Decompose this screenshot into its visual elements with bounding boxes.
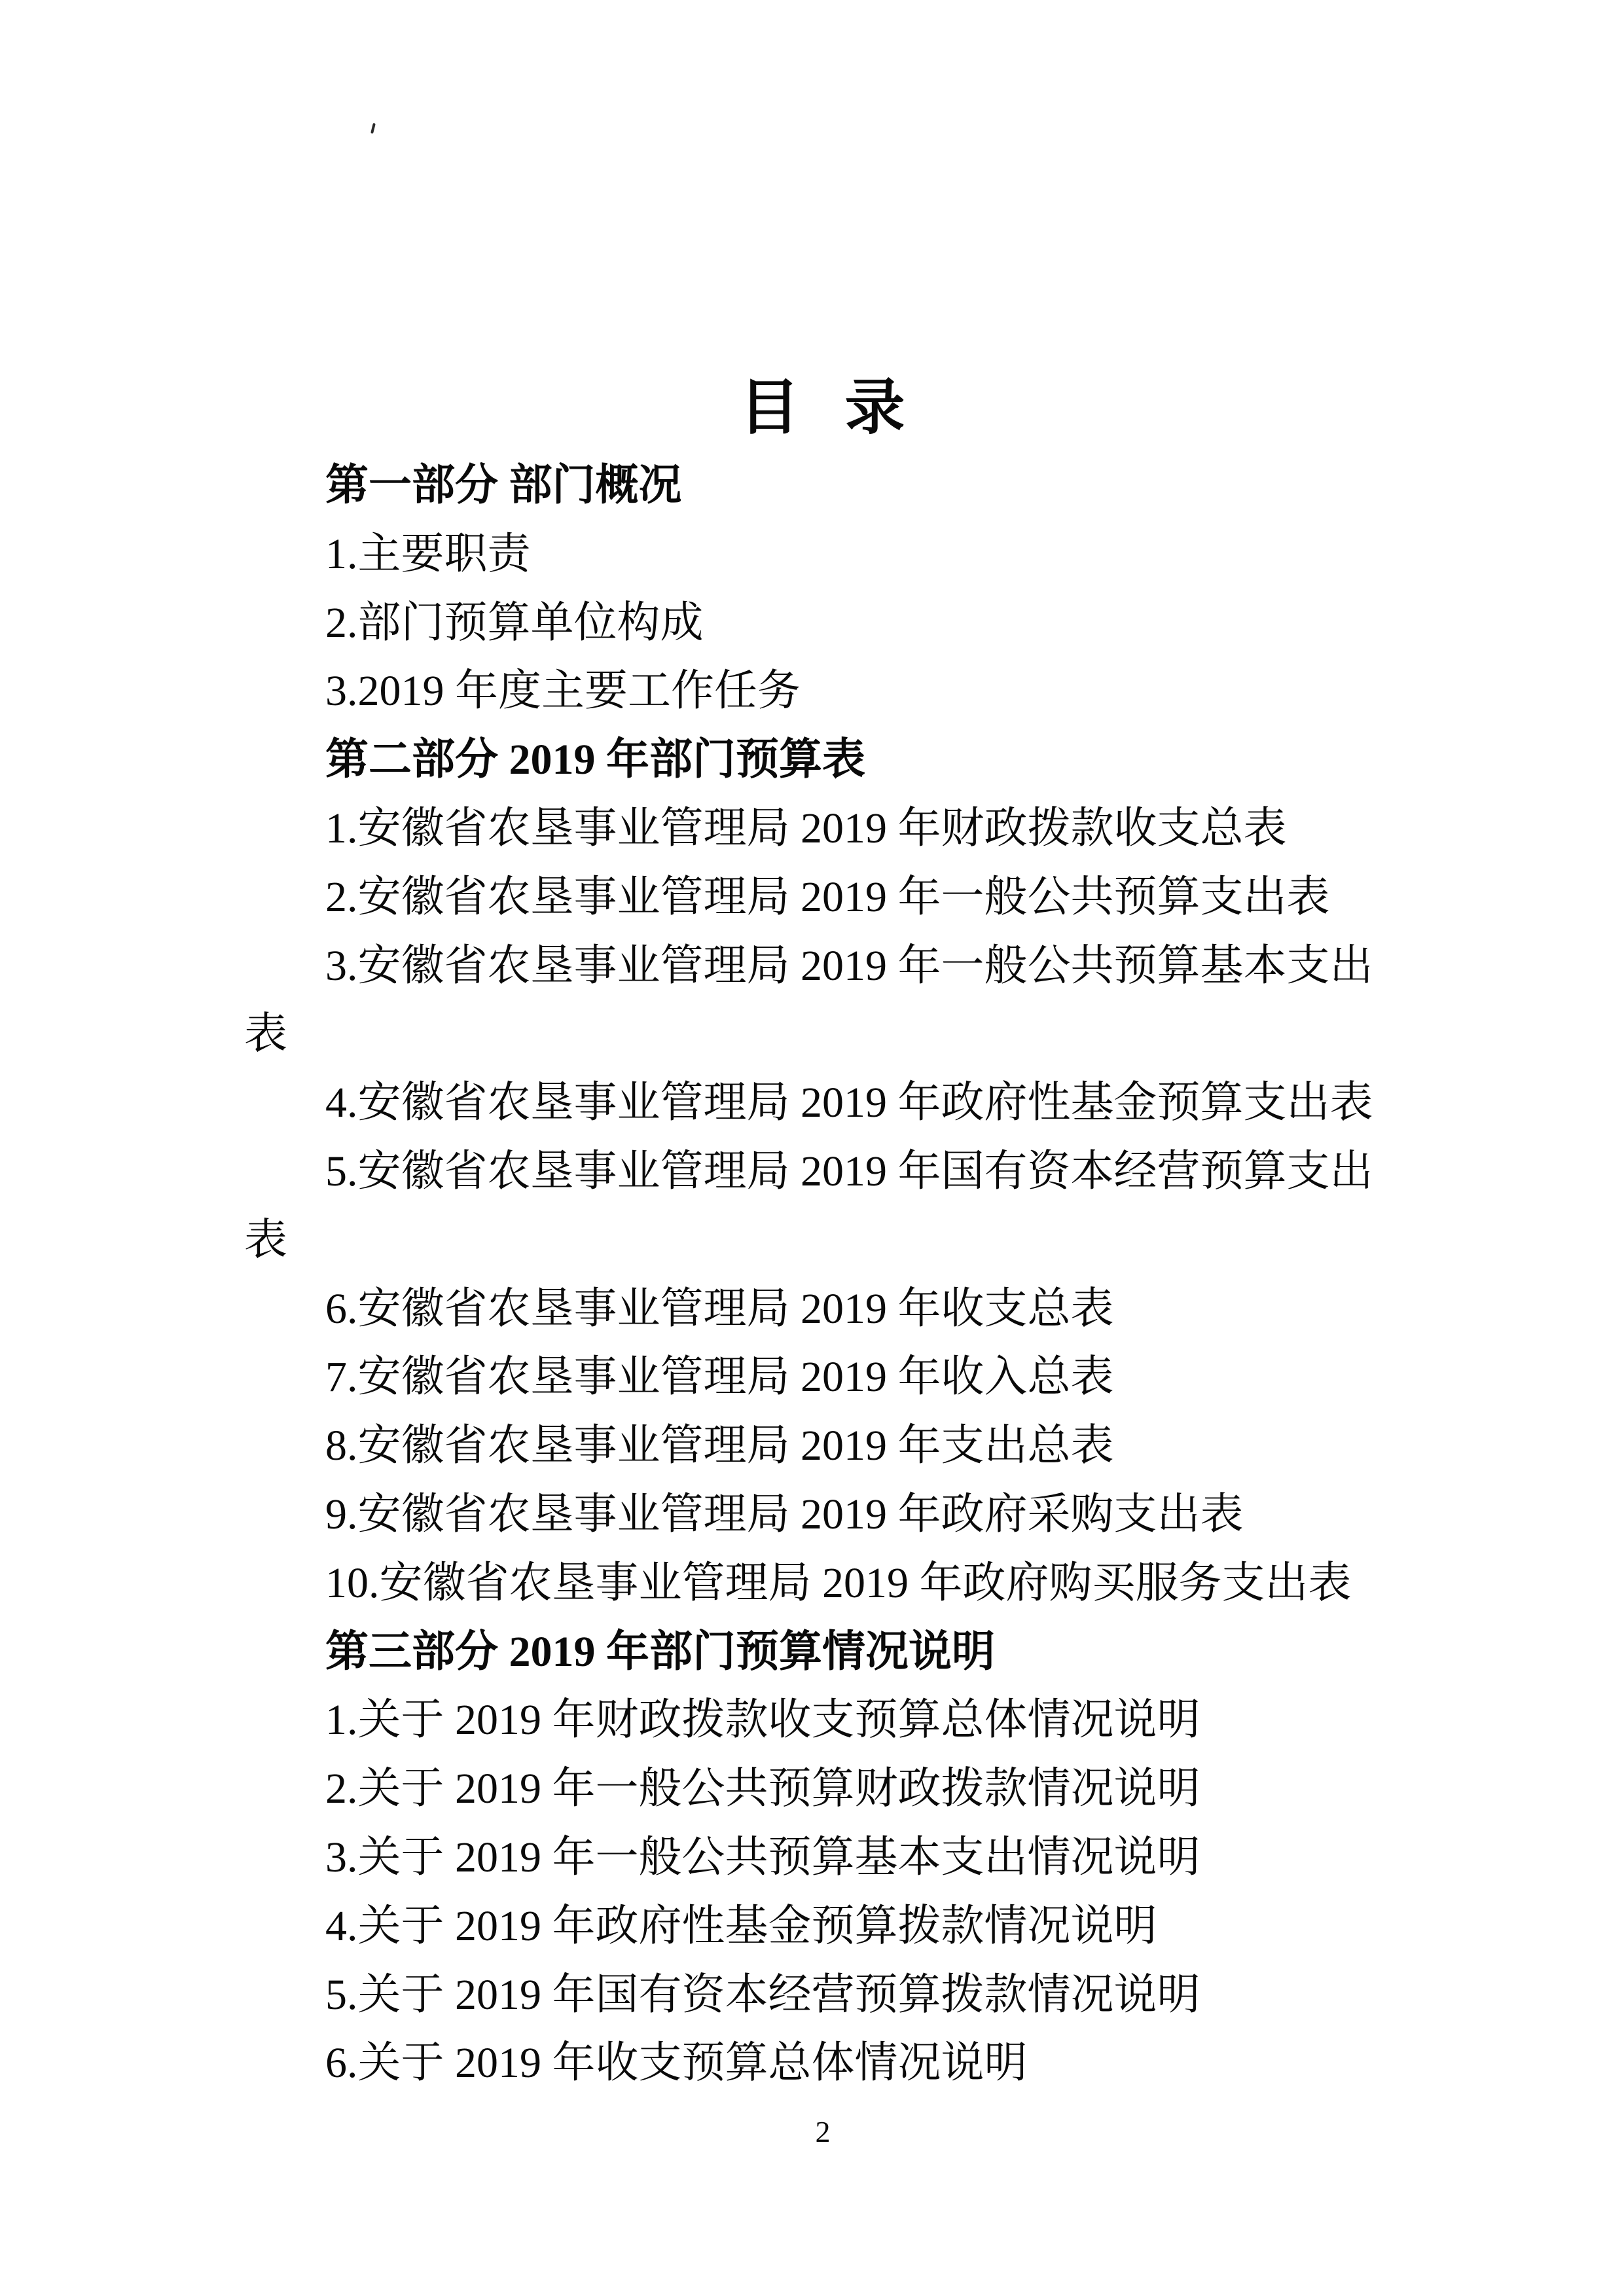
page-title: 目 录	[739, 374, 907, 441]
toc-item: 10.安徽省农垦事业管理局 2019 年政府购买服务支出表	[325, 1559, 1352, 1607]
toc-content	[244, 364, 1401, 2167]
toc-item: 4.安徽省农垦事业管理局 2019 年政府性基金预算支出表	[325, 1079, 1373, 1127]
toc-item: 6.安徽省农垦事业管理局 2019 年收支总表	[325, 1284, 1114, 1333]
section-heading-part1: 第一部分 部门概况	[325, 461, 682, 509]
page-number: 2	[815, 2115, 831, 2149]
toc-item: 9.安徽省农垦事业管理局 2019 年政府采购支出表	[325, 1490, 1244, 1538]
toc-item: 5.关于 2019 年国有资本经营预算拨款情况说明	[325, 1970, 1200, 2019]
toc-item: 3.关于 2019 年一般公共预算基本支出情况说明	[325, 1833, 1200, 1881]
toc-item: 1.主要职责	[325, 530, 531, 578]
toc-item: 2.关于 2019 年一般公共预算财政拨款情况说明	[325, 1765, 1200, 1813]
stray-ink-mark	[370, 123, 376, 134]
toc-item: 5.安徽省农垦事业管理局 2019 年国有资本经营预算支出表	[244, 1147, 1373, 1264]
toc-item: 2.部门预算单位构成	[325, 598, 704, 647]
toc-item: 3.2019 年度主要工作任务	[325, 667, 801, 715]
toc-item: 1.安徽省农垦事业管理局 2019 年财政拨款收支总表	[325, 804, 1287, 852]
toc-item: 2.安徽省农垦事业管理局 2019 年一般公共预算支出表	[325, 873, 1330, 921]
toc-item: 6.关于 2019 年收支预算总体情况说明	[325, 2039, 1028, 2087]
section-heading-part3: 第三部分 2019 年部门预算情况说明	[325, 1627, 995, 1676]
toc-item: 4.关于 2019 年政府性基金预算拨款情况说明	[325, 1902, 1157, 1950]
toc-item: 7.安徽省农垦事业管理局 2019 年收入总表	[325, 1353, 1114, 1401]
toc-item: 1.关于 2019 年财政拨款收支预算总体情况说明	[325, 1696, 1200, 1744]
toc-item: 3.安徽省农垦事业管理局 2019 年一般公共预算基本支出表	[244, 941, 1373, 1058]
section-heading-part2: 第二部分 2019 年部门预算表	[325, 736, 865, 784]
toc-item: 8.安徽省农垦事业管理局 2019 年支出总表	[325, 1422, 1114, 1470]
